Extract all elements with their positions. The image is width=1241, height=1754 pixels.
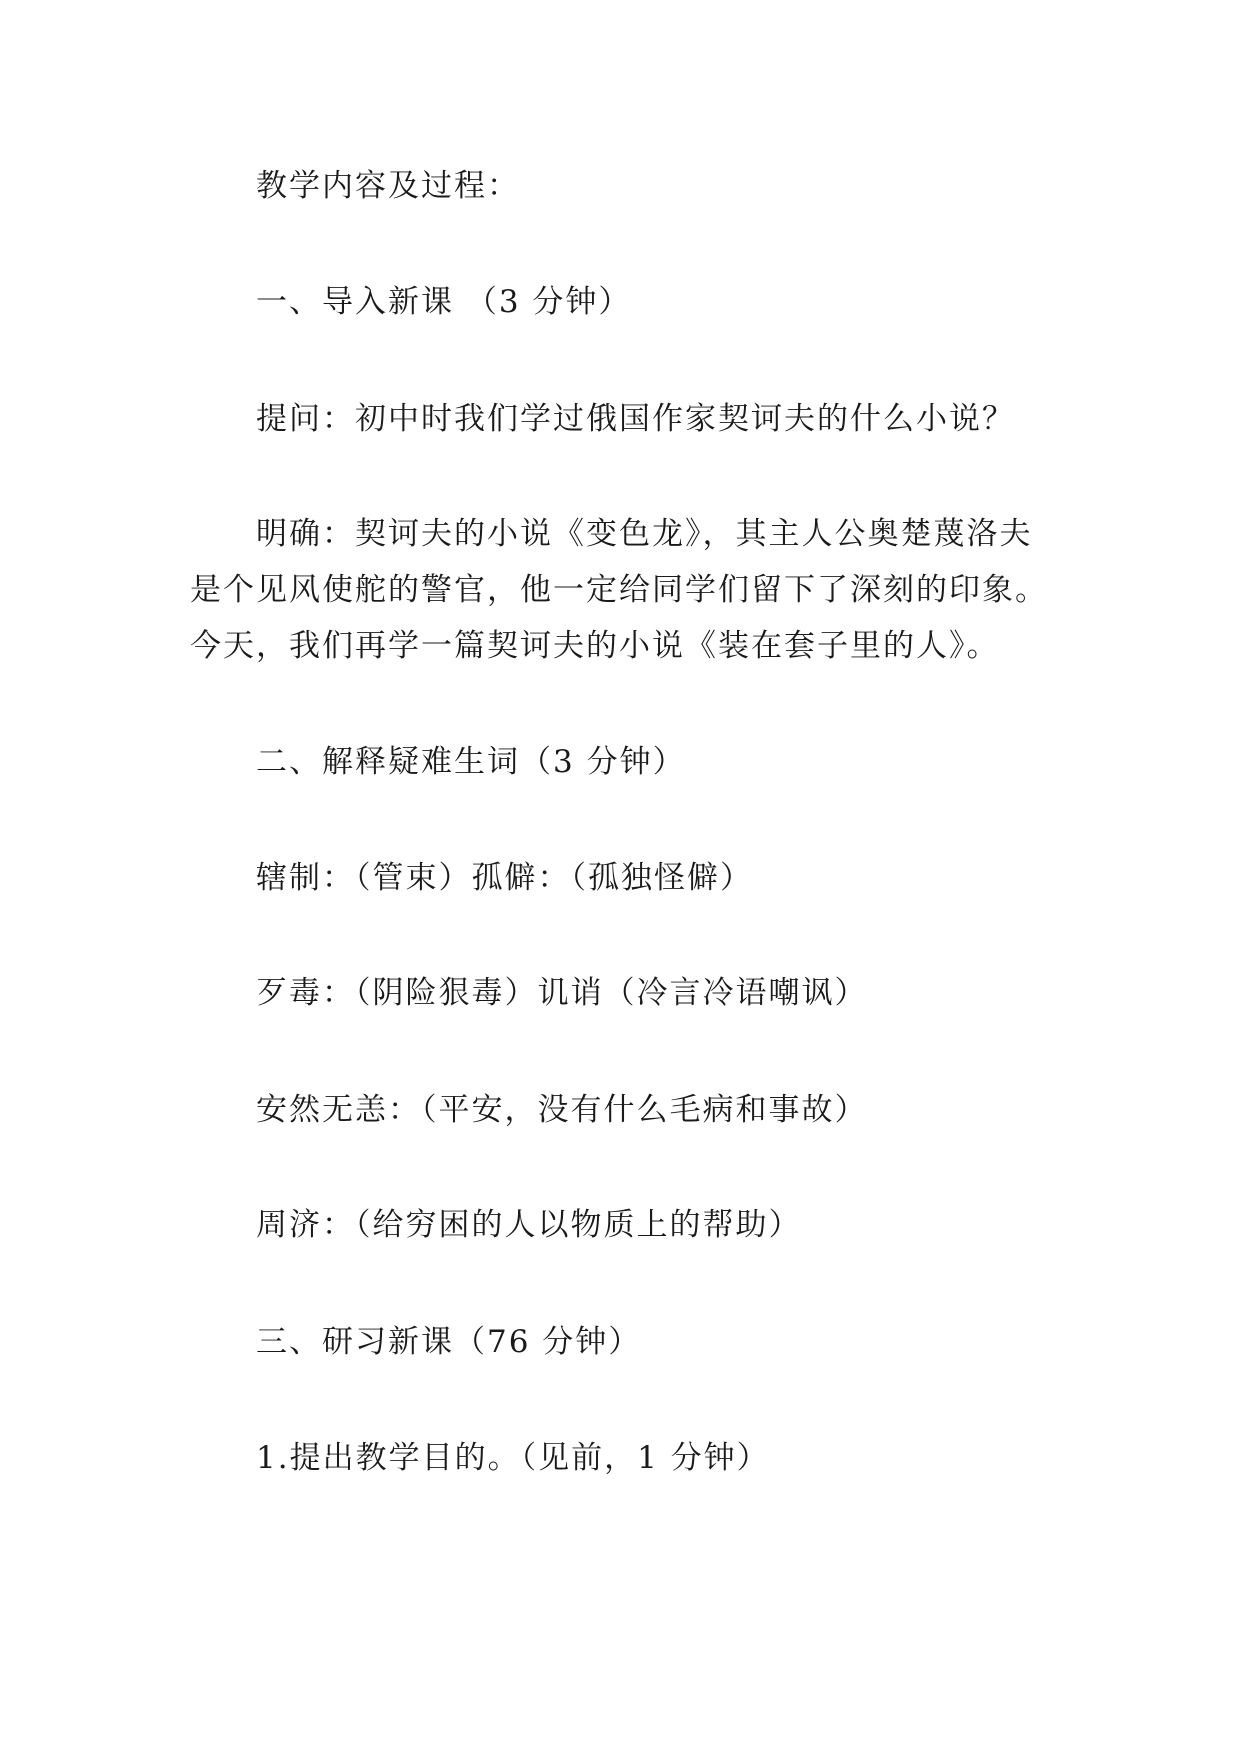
section-heading-new-lesson: 三、研习新课（76 分钟） [256,1324,642,1360]
section-heading-vocabulary: 二、解释疑难生词（3 分钟） [256,744,686,780]
question-paragraph: 提问：初中时我们学过俄国作家契诃夫的什么小说？ [256,401,1015,437]
section-heading-intro: 一、导入新课 （3 分钟） [256,284,632,320]
clarification-paragraph-line-1: 明确：契诃夫的小说《变色龙》，其主人公奥楚蔑洛夫 [256,516,1033,552]
vocabulary-item: 周济：（给穷困的人以物质上的帮助） [256,1207,802,1243]
list-item: 1.提出教学目的。（见前，1 分钟） [256,1440,770,1476]
vocabulary-item: 安然无恙：（平安，没有什么毛病和事故） [256,1092,868,1128]
section-heading-content: 教学内容及过程： [256,168,520,204]
clarification-paragraph-line-3: 今天，我们再学一篇契诃夫的小说《装在套子里的人》。 [190,628,1000,664]
vocabulary-item: 歹毒：（阴险狠毒）讥诮（冷言冷语嘲讽） [256,975,868,1011]
vocabulary-item: 辖制：（管束）孤僻：（孤独怪僻） [256,860,753,896]
clarification-paragraph-line-2: 是个见风使舵的警官，他一定给同学们留下了深刻的印象。 [190,572,1048,608]
